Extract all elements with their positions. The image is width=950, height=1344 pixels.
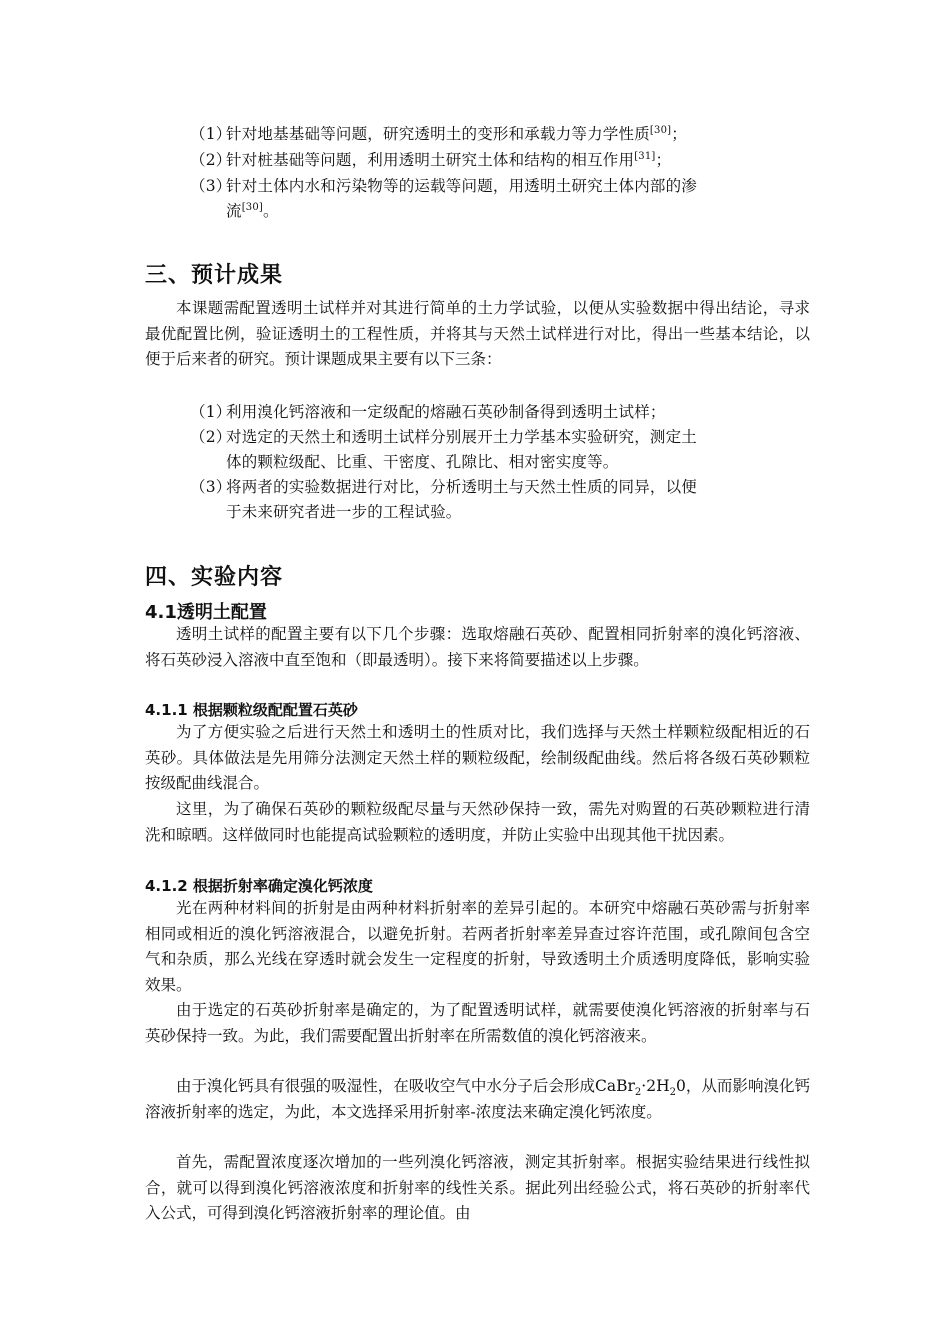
list-number: （3） bbox=[190, 177, 232, 195]
list-text: 利用溴化钙溶液和一定级配的熔融石英砂制备得到透明土试样； bbox=[226, 403, 666, 421]
section-heading: 三、预计成果 bbox=[145, 263, 284, 288]
subsection-heading: 4.1透明土配置 bbox=[145, 602, 267, 623]
citation: [31] bbox=[634, 150, 656, 162]
paragraph: 光在两种材料间的折射是由两种材料折射率的差异引起的。本研究中熔融石英砂需与折射率相同或相近的溴化钙溶液混合，以避免折射。若两者折射率差异查过容许范围，或孔隙间包含空气和杂质，那么光线在穿透时就会发生一定程度的折射，导致透明土介质透明度降低，影响实验效果。 bbox=[145, 899, 810, 994]
paragraph: 由于选定的石英砂折射率是确定的，为了配置透明试样，就需要使溴化钙溶液的折射率与石英砂保持一致。为此，我们需要配置出折射率在所需数值的溴化钙溶液来。 bbox=[145, 1001, 810, 1045]
list-item: （3） 针对土体内水和污染物等的运载等问题，用透明土研究土体内部的渗 流[30]。 bbox=[190, 174, 810, 224]
list-text: 对选定的天然土和透明土试样分别展开土力学基本实验研究，测定土 bbox=[226, 428, 698, 446]
list-text-continued: 于未来研究者进一步的工程试验。 bbox=[226, 503, 462, 521]
list-text: 针对土体内水和污染物等的运载等问题，用透明土研究土体内部的渗 bbox=[226, 177, 698, 195]
list-number: （1） bbox=[190, 403, 232, 421]
list-item bbox=[190, 425, 810, 475]
list-number: （1） bbox=[190, 125, 232, 143]
subsubsection-heading: 4.1.2 根据折射率确定溴化钙浓度 bbox=[145, 877, 373, 895]
paragraph: 这里，为了确保石英砂的颗粒级配尽量与天然砂保持一致，需先对购置的石英砂颗粒进行清洗和晾晒。这样做同时也能提高试验颗粒的透明度，并防止实验中出现其他干扰因素。 bbox=[145, 800, 810, 844]
paragraph: 由于溴化钙具有很强的吸湿性，在吸收空气中水分子后会形成$CaBr_2\cdot 2H_20$，从而影响溴化钙溶液折射率的选定，为此，本文选择采用折射率-浓度法来确定溴化钙浓度。 bbox=[145, 1077, 810, 1121]
list-number: （2） bbox=[190, 428, 232, 446]
list-item: （2） 针对桩基础等问题，利用透明土研究土体和结构的相互作用[31]； bbox=[190, 148, 810, 173]
paragraph: 为了方便实验之后进行天然土和透明土的性质对比，我们选择与天然土样颗粒级配相近的石英砂。具体做法是先用筛分法测定天然土样的颗粒级配，绘制级配曲线。然后将各级石英砂颗粒按级配曲线混合。 bbox=[145, 723, 810, 792]
list-text: 针对桩基础等问题，利用透明土研究土体和结构的相互作用 bbox=[226, 151, 635, 169]
citation: [30] bbox=[649, 124, 672, 136]
section-heading: 四、实验内容 bbox=[145, 565, 284, 590]
subsubsection-heading: 4.1.1 根据颗粒级配配置石英砂 bbox=[145, 701, 358, 719]
list-item bbox=[190, 475, 810, 525]
paragraph: 本课题需配置透明土试样并对其进行简单的土力学试验，以便从实验数据中得出结论，寻求最优配置比例，验证透明土的工程性质，并将其与天然土试样进行对比，得出一些基本结论，以便于后来者的研究。预计课题成果主要有以下三条： bbox=[145, 299, 810, 368]
list-text-continued: 体的颗粒级配、比重、干密度、孔隙比、相对密实度等。 bbox=[226, 453, 619, 471]
citation: [30] bbox=[241, 201, 264, 213]
list-number: （2） bbox=[190, 151, 232, 169]
list-text-continued: 流 bbox=[226, 202, 242, 220]
paragraph: 透明土试样的配置主要有以下几个步骤：选取熔融石英砂、配置相同折射率的溴化钙溶液、将石英砂浸入溶液中直至饱和（即最透明）。接下来将简要描述以上步骤。 bbox=[145, 625, 810, 669]
list-text: 将两者的实验数据进行对比，分析透明土与天然土性质的同异，以便 bbox=[226, 478, 698, 496]
paragraph: 首先，需配置浓度逐次增加的一些列溴化钙溶液，测定其折射率。根据实验结果进行线性拟合，就可以得到溴化钙溶液浓度和折射率的线性关系。据此列出经验公式，将石英砂的折射率代入公式，可得到溴化钙溶液折射率的理论值。由 bbox=[145, 1153, 810, 1222]
list-number: （3） bbox=[190, 478, 232, 496]
list-item: （1） 针对地基基础等问题，研究透明土的变形和承载力等力学性质[30]； bbox=[190, 122, 810, 147]
list-item bbox=[190, 400, 810, 425]
list-text: 针对地基基础等问题，研究透明土的变形和承载力等力学性质 bbox=[226, 125, 650, 143]
